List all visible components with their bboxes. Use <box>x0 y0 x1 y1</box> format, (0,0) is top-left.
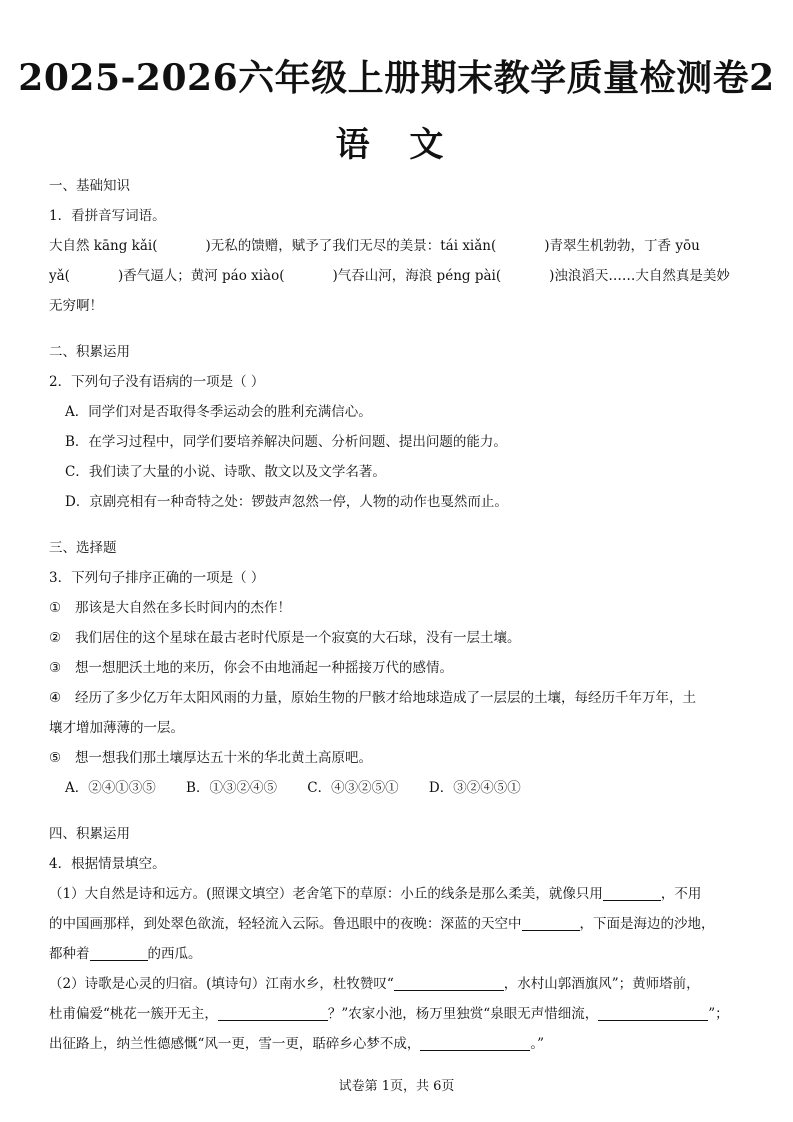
question-3-stem: 3．下列句子排序正确的一项是（ ） <box>49 570 265 586</box>
question-4-stem: 4．根据情景填空。 <box>49 856 166 872</box>
q4-text: ，不用 <box>660 886 702 902</box>
question-4-p1-line-1 <box>49 879 749 909</box>
sentence-number: ④ <box>49 690 62 706</box>
section-heading-1: 一、基础知识 <box>49 178 130 194</box>
q4-text: ？”农家小池，杨万里独赏“泉眼无声惜细流， <box>327 1006 599 1022</box>
q1-text: 大自然 kāng kǎi( <box>49 238 158 254</box>
question-2-stem: 2．下列句子没有语病的一项是（ ） <box>49 374 265 390</box>
page-footer: 试卷第 1页，共 6页 <box>338 1079 455 1094</box>
fill-blank[interactable] <box>90 944 148 961</box>
sentence-text: 想一想我们那土壤厚达五十米的华北黄土高原吧。 <box>75 750 372 766</box>
q4-text: ，下面是海边的沙地， <box>579 916 715 932</box>
question-2-option-b[interactable]: B．在学习过程中，同学们要培养解决问题、分析问题、提出问题的能力。 <box>65 434 507 450</box>
question-3-option-c[interactable]: C．④③②⑤① <box>307 780 399 796</box>
question-3-sentence-3 <box>49 653 749 683</box>
q1-text: )浊浪滔天……大自然真是美妙 <box>549 268 730 284</box>
q4-text: ”； <box>708 1006 729 1022</box>
question-3-option-b[interactable]: B．①③②④⑤ <box>186 780 277 796</box>
fill-blank[interactable] <box>218 1004 328 1021</box>
question-3-sentence-5 <box>49 743 749 773</box>
exam-title: 2025-2026六年级上册期末教学质量检测卷2 <box>18 57 775 99</box>
fill-blank[interactable] <box>598 1004 708 1021</box>
question-1-line-3: 无穷啊！ <box>49 298 103 314</box>
q4-text: ，水村山郭酒旗风”；黄师塔前， <box>503 976 700 992</box>
question-3-sentence-1 <box>49 593 749 623</box>
sentence-number: ③ <box>49 660 62 676</box>
section-heading-3: 三、选择题 <box>49 540 117 556</box>
question-1-stem: 1．看拼音写词语。 <box>49 208 166 224</box>
question-4-p1-line-3 <box>49 939 749 969</box>
fill-blank[interactable] <box>522 914 580 931</box>
sentence-text: 那该是大自然在多长时间内的杰作！ <box>75 600 291 616</box>
question-3-sentence-2 <box>49 623 749 653</box>
sentence-text: 经历了多少亿万年太阳风雨的力量，原始生物的尸骸才给地球造成了一层层的土壤，每经历千年万年，土 <box>75 690 696 706</box>
fill-blank[interactable] <box>420 1034 530 1051</box>
section-heading-2: 二、积累运用 <box>49 344 130 360</box>
sentence-text: 想一想肥沃土地的来历，你会不由地涌起一种摇接万代的感情。 <box>75 660 453 676</box>
question-3-sentence-4 <box>49 683 749 713</box>
question-2-option-d[interactable]: D．京剧亮相有一种奇特之处：锣鼓声忽然一停，人物的动作也戛然而止。 <box>65 494 508 510</box>
q4-text: 的中国画那样，到处翠色欲流，轻轻流入云际。鲁迅眼中的夜晚：深蓝的天空中 <box>49 916 522 932</box>
subject-title: 语 文 <box>335 125 458 165</box>
question-3-option-d[interactable]: D．③②④⑤① <box>428 780 521 796</box>
question-1-line-2 <box>49 261 749 291</box>
question-3-sentence-4-cont: 壤才增加薄薄的一层。 <box>49 720 184 736</box>
question-1-line-1 <box>49 231 749 261</box>
section-heading-4: 四、积累运用 <box>49 826 130 842</box>
exam-content <box>49 171 749 1059</box>
q4-text: 。” <box>530 1036 545 1052</box>
question-2-option-c[interactable]: C．我们读了大量的小说、诗歌、散文以及文学名著。 <box>65 464 386 480</box>
question-2-option-a[interactable]: A．同学们对是否取得冬季运动会的胜利充满信心。 <box>65 404 372 420</box>
q1-text: )青翠生机勃勃，丁香 yōu <box>544 238 700 254</box>
q4-text: （2）诗歌是心灵的归宿。(填诗句）江南水乡，杜牧赞叹“ <box>49 976 394 992</box>
q4-text: （1）大自然是诗和远方。(照课文填空）老舍笔下的草原：小丘的线条是那么柔美，就像只用 <box>49 886 603 902</box>
q1-text: )气吞山河，海浪 péng pài( <box>332 268 502 284</box>
q4-text: 杜甫偏爱“桃花一簇开无主， <box>49 1006 218 1022</box>
sentence-number: ① <box>49 600 62 616</box>
question-3-option-a[interactable]: A．②④①③⑤ <box>65 780 156 796</box>
q1-text: yǎ( <box>49 268 70 284</box>
question-3-options <box>49 773 749 803</box>
sentence-number: ② <box>49 630 62 646</box>
fill-blank[interactable] <box>603 884 661 901</box>
q1-text: )无私的馈赠，赋予了我们无尽的美景：tái xiǎn( <box>205 238 497 254</box>
fill-blank[interactable] <box>394 974 504 991</box>
question-4-p2-line-1 <box>49 969 749 999</box>
question-4-p1-line-2 <box>49 909 749 939</box>
q4-text: 的西瓜。 <box>147 946 202 962</box>
q4-text: 都种着 <box>49 946 90 962</box>
sentence-text: 我们居住的这个星球在最古老时代原是一个寂寞的大石球，没有一层土壤。 <box>75 630 521 646</box>
q4-text: 出征路上，纳兰性德感慨“风一更，雪一更，聒碎乡心梦不成， <box>49 1036 421 1052</box>
question-4-p2-line-2 <box>49 999 749 1029</box>
question-4-p2-line-3 <box>49 1029 749 1059</box>
q1-text: )香气逼人；黄河 páo xiào( <box>117 268 285 284</box>
sentence-number: ⑤ <box>49 750 62 766</box>
